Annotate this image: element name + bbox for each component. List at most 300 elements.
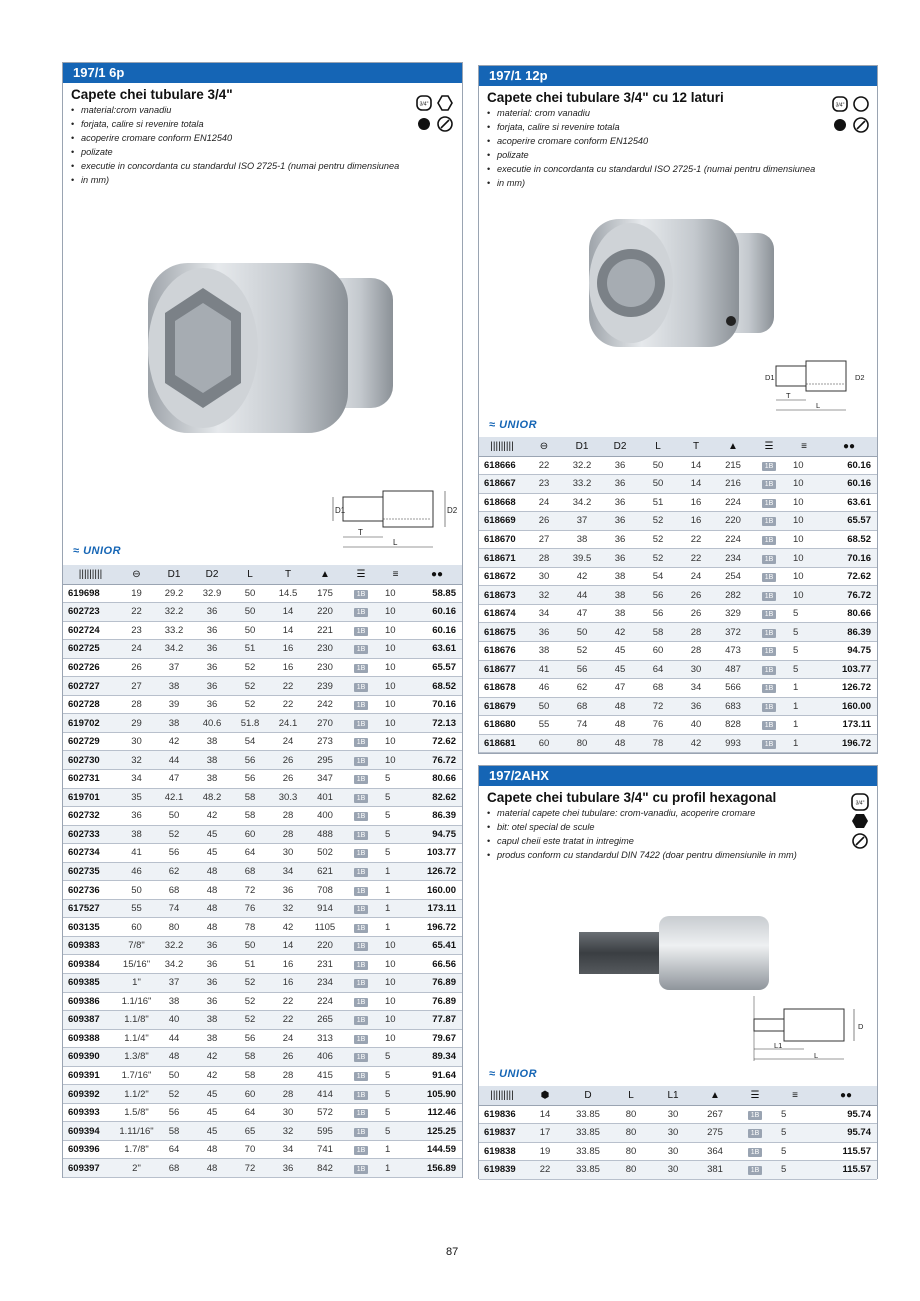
spec-cell: 48: [601, 716, 639, 735]
table-row: [479, 641, 877, 660]
spec-cell: 56: [563, 660, 601, 679]
left-panel-title: Capete chei tubulare 3/4": [71, 87, 233, 102]
package-badge: 1B: [354, 1053, 368, 1062]
spec-cell: 50: [155, 1066, 193, 1085]
spec-cell: 36: [193, 992, 231, 1011]
weight-icon: ▲: [715, 437, 751, 456]
dim-l-label: L: [816, 401, 821, 410]
price-cell: 196.72: [821, 734, 877, 753]
quantity-icon: ≡: [379, 565, 412, 584]
qty-cell: 10: [379, 973, 412, 992]
package-badge: 1B: [354, 1146, 368, 1155]
left-bullet: • acoperire cromare conform EN12540: [71, 131, 408, 145]
spec-cell: 313: [307, 1029, 343, 1048]
spec-cell: 30: [651, 1161, 695, 1180]
spec-cell: 400: [307, 807, 343, 826]
package-badge: 1B: [354, 1072, 368, 1081]
spec-cell: 64: [155, 1140, 193, 1159]
spec-cell: 215: [715, 456, 751, 475]
package-badge: 1B: [354, 1128, 368, 1137]
qty-cell: 10: [379, 1029, 412, 1048]
right-top-header: 197/1 12p: [479, 66, 877, 86]
hex-bit-icon: [852, 814, 868, 828]
qty-cell: 10: [787, 530, 821, 549]
spec-cell: 38: [193, 751, 231, 770]
spec-cell: 58: [231, 1048, 269, 1067]
spec-cell: 37: [155, 973, 193, 992]
spec-cell: 30: [651, 1124, 695, 1143]
spec-cell: 39.5: [563, 549, 601, 568]
table-row: [63, 899, 462, 918]
right-bottom-bullet: • bit: otel special de scule: [487, 820, 824, 834]
article-code: 619839: [479, 1161, 525, 1180]
qty-cell: 10: [379, 714, 412, 733]
spec-cell: 36: [601, 475, 639, 494]
table-row: [63, 992, 462, 1011]
spec-cell: 7/8": [118, 936, 155, 955]
spec-cell: 42: [677, 734, 715, 753]
price-cell: 160.00: [821, 697, 877, 716]
spec-cell: 15/16": [118, 955, 155, 974]
qty-cell: 10: [787, 475, 821, 494]
spec-cell: 44: [155, 1029, 193, 1048]
spec-cell: 52: [231, 695, 269, 714]
package-badge: 1B: [354, 1109, 368, 1118]
package-badge: 1B: [354, 683, 368, 692]
spec-cell: 16: [269, 640, 307, 659]
spec-cell: 42: [601, 623, 639, 642]
spec-cell: 14: [269, 621, 307, 640]
package-badge: 1B: [354, 664, 368, 673]
spec-cell: 224: [307, 992, 343, 1011]
article-code: 609385: [63, 973, 118, 992]
drive-icon-label: 3/4": [835, 102, 845, 109]
spec-cell: 54: [639, 567, 677, 586]
spec-cell: 47: [563, 604, 601, 623]
price-cell: 196.72: [412, 918, 462, 937]
price-icon: ●●: [412, 565, 462, 584]
spec-cell: 32.2: [563, 456, 601, 475]
article-code: 618674: [479, 604, 525, 623]
package-badge: 1B: [354, 942, 368, 951]
package-badge: 1B: [762, 555, 776, 564]
left-bullet: • polizate: [71, 145, 408, 159]
spec-cell: 26: [269, 751, 307, 770]
package-badge: 1B: [748, 1129, 762, 1138]
spec-cell: 45: [193, 844, 231, 863]
article-code: 609390: [63, 1048, 118, 1067]
spec-cell: 36: [193, 936, 231, 955]
qty-cell: 10: [379, 695, 412, 714]
socket-12p-photo: [579, 211, 779, 351]
spec-cell: 28: [677, 641, 715, 660]
spec-cell: 35: [118, 788, 155, 807]
qty-cell: 10: [787, 586, 821, 605]
spec-cell: 42: [193, 807, 231, 826]
package-badge: 1B: [762, 573, 776, 582]
table-row: [479, 1105, 877, 1124]
table-row: [479, 679, 877, 698]
spec-cell: 27: [118, 677, 155, 696]
right-bottom-title: Capete chei tubulare 3/4" cu profil hexagonal: [487, 790, 777, 805]
spec-cell: [751, 586, 787, 605]
spec-cell: 32.9: [193, 584, 231, 603]
spec-cell: 34: [677, 679, 715, 698]
price-cell: 144.59: [412, 1140, 462, 1159]
spec-cell: [751, 493, 787, 512]
table-row: [63, 844, 462, 863]
spec-cell: 26: [525, 512, 563, 531]
qty-cell: 5: [379, 1085, 412, 1104]
price-cell: 72.13: [412, 714, 462, 733]
spec-cell: [751, 567, 787, 586]
qty-cell: 5: [775, 1142, 815, 1161]
spec-cell: [343, 992, 379, 1011]
spec-cell: 828: [715, 716, 751, 735]
spec-icons-hex: [849, 792, 873, 852]
spec-cell: [343, 973, 379, 992]
spec-cell: [343, 621, 379, 640]
package-badge: 1B: [762, 684, 776, 693]
spec-cell: 52: [155, 1085, 193, 1104]
table-row: [63, 1048, 462, 1067]
spec-cell: 24: [269, 732, 307, 751]
spec-cell: 68: [155, 1159, 193, 1178]
package-badge: 1B: [762, 462, 776, 471]
qty-cell: 1: [379, 918, 412, 937]
article-code: 618670: [479, 530, 525, 549]
right-top-table-body: [479, 456, 877, 753]
barcode-icon: |||||||||: [479, 437, 525, 456]
spec-cell: [751, 512, 787, 531]
price-cell: 173.11: [412, 899, 462, 918]
hex-size-icon: ⬢: [525, 1086, 565, 1105]
article-code: 602732: [63, 807, 118, 826]
spec-cell: 14: [677, 456, 715, 475]
spec-cell: 52: [231, 973, 269, 992]
spec-cell: 33.2: [155, 621, 193, 640]
spec-cell: 54: [231, 732, 269, 751]
package-badge: 1B: [354, 961, 368, 970]
spec-cell: 38: [155, 992, 193, 1011]
qty-cell: 5: [379, 1048, 412, 1067]
table-row: [63, 658, 462, 677]
spec-cell: 50: [563, 623, 601, 642]
price-cell: 72.62: [412, 732, 462, 751]
package-badge: 1B: [354, 645, 368, 654]
spec-cell: 22: [269, 1011, 307, 1030]
spec-cell: 32: [525, 586, 563, 605]
qty-cell: 5: [379, 1122, 412, 1141]
spec-cell: [751, 697, 787, 716]
table-row: [63, 640, 462, 659]
table-row: [63, 881, 462, 900]
qty-cell: 5: [379, 788, 412, 807]
brand-text: UNIOR: [83, 545, 122, 557]
table-row: [479, 734, 877, 753]
weight-icon: ▲: [695, 1086, 735, 1105]
spec-cell: 267: [695, 1105, 735, 1124]
spec-cell: 265: [307, 1011, 343, 1030]
twelve-point-profile-icon: [854, 97, 868, 111]
article-code: 617527: [63, 899, 118, 918]
spec-cell: 14: [269, 603, 307, 622]
price-cell: 95.74: [815, 1124, 877, 1143]
spec-cell: 62: [155, 862, 193, 881]
spec-cell: 230: [307, 640, 343, 659]
spec-cell: 70: [231, 1140, 269, 1159]
spec-cell: 415: [307, 1066, 343, 1085]
spec-cell: 56: [639, 604, 677, 623]
spec-cell: 52: [639, 530, 677, 549]
price-cell: 76.89: [412, 973, 462, 992]
table-row: [63, 1011, 462, 1030]
spec-cell: 36: [193, 973, 231, 992]
qty-cell: 1: [787, 734, 821, 753]
price-cell: 115.57: [815, 1161, 877, 1180]
spec-cell: 42: [193, 1066, 231, 1085]
spec-cell: 52: [231, 658, 269, 677]
price-cell: 60.16: [412, 603, 462, 622]
price-cell: 126.72: [821, 679, 877, 698]
spec-cell: 224: [715, 493, 751, 512]
spec-cell: 48: [193, 862, 231, 881]
table-header-row: [63, 565, 462, 584]
spec-cell: 34: [269, 862, 307, 881]
spec-cell: 36: [193, 640, 231, 659]
spec-cell: 1.11/16": [118, 1122, 155, 1141]
spec-cell: 16: [269, 973, 307, 992]
table-row: [479, 567, 877, 586]
spec-icons-12p: [831, 94, 873, 136]
spec-cell: 221: [307, 621, 343, 640]
article-code: 603135: [63, 918, 118, 937]
spec-cell: 58: [231, 807, 269, 826]
spec-cell: 22: [118, 603, 155, 622]
right-top-title: Capete chei tubulare 3/4" cu 12 laturi: [487, 90, 724, 105]
spec-cell: 55: [525, 716, 563, 735]
article-code: 609391: [63, 1066, 118, 1085]
spec-cell: 33.85: [565, 1124, 611, 1143]
quantity-icon: ≡: [787, 437, 821, 456]
article-code: 609392: [63, 1085, 118, 1104]
spec-cell: 34.2: [155, 640, 193, 659]
spec-cell: 48: [601, 734, 639, 753]
spec-cell: 48.2: [193, 788, 231, 807]
spec-cell: 28: [269, 1066, 307, 1085]
spec-cell: 36: [269, 881, 307, 900]
article-code: 602730: [63, 751, 118, 770]
page-number: 87: [446, 1246, 459, 1258]
spec-cell: 52: [231, 1011, 269, 1030]
spec-cell: 275: [695, 1124, 735, 1143]
spec-cell: 1.1/16": [118, 992, 155, 1011]
price-cell: 112.46: [412, 1103, 462, 1122]
spec-cell: 33.85: [565, 1161, 611, 1180]
price-cell: 66.56: [412, 955, 462, 974]
spec-cell: 372: [715, 623, 751, 642]
spec-cell: [343, 677, 379, 696]
spec-cell: 16: [677, 512, 715, 531]
spec-cell: 683: [715, 697, 751, 716]
spec-cell: [343, 603, 379, 622]
price-cell: 65.41: [412, 936, 462, 955]
package-badge: 1B: [762, 610, 776, 619]
spec-cell: 26: [677, 604, 715, 623]
spec-cell: 36: [118, 807, 155, 826]
spec-cell: 80: [611, 1161, 651, 1180]
spec-cell: [343, 844, 379, 863]
dimension-drawing-6p: [323, 483, 463, 553]
spec-cell: 224: [715, 530, 751, 549]
spec-cell: 29.2: [155, 584, 193, 603]
package-badge: 1B: [762, 629, 776, 638]
spec-cell: 56: [231, 1029, 269, 1048]
package-icon: ☰: [735, 1086, 775, 1105]
spec-cell: 78: [639, 734, 677, 753]
qty-cell: 5: [379, 1103, 412, 1122]
qty-cell: 10: [379, 992, 412, 1011]
spec-cell: 47: [155, 769, 193, 788]
table-row: [63, 714, 462, 733]
right-bottom-table-body: [479, 1105, 877, 1179]
spec-cell: 234: [307, 973, 343, 992]
table-row: [63, 955, 462, 974]
article-code: 602733: [63, 825, 118, 844]
spec-cell: 56: [231, 751, 269, 770]
qty-cell: 10: [379, 677, 412, 696]
spec-cell: 48: [193, 918, 231, 937]
spec-cell: 33.85: [565, 1142, 611, 1161]
spec-cell: [343, 1085, 379, 1104]
spec-cell: 28: [269, 1085, 307, 1104]
spec-cell: 230: [307, 658, 343, 677]
qty-cell: 10: [379, 640, 412, 659]
hexagon-profile-icon: [438, 96, 452, 110]
price-cell: 60.16: [821, 456, 877, 475]
price-cell: 76.72: [821, 586, 877, 605]
price-cell: 60.16: [412, 621, 462, 640]
qty-cell: 5: [787, 623, 821, 642]
spec-cell: 50: [639, 475, 677, 494]
price-cell: 86.39: [821, 623, 877, 642]
spec-cell: 16: [269, 658, 307, 677]
package-badge: 1B: [762, 517, 776, 526]
table-row: [63, 973, 462, 992]
table-row: [63, 677, 462, 696]
spec-cell: 36: [601, 456, 639, 475]
left-panel: [62, 62, 463, 1178]
spec-cell: 47: [601, 679, 639, 698]
qty-cell: 10: [379, 751, 412, 770]
table-row: [479, 1142, 877, 1161]
price-cell: 173.11: [821, 716, 877, 735]
spec-cell: [343, 936, 379, 955]
price-cell: 68.52: [821, 530, 877, 549]
spec-cell: 72: [639, 697, 677, 716]
spec-cell: [343, 825, 379, 844]
package-badge: 1B: [354, 905, 368, 914]
right-top-bullet-cont: • in mm): [487, 176, 824, 190]
spec-cell: 19: [525, 1142, 565, 1161]
spec-cell: 14: [677, 475, 715, 494]
spec-cell: [751, 623, 787, 642]
price-cell: 94.75: [412, 825, 462, 844]
spec-cell: [751, 660, 787, 679]
spec-cell: [343, 862, 379, 881]
brand-text: UNIOR: [499, 1068, 538, 1080]
spec-cell: 19: [118, 584, 155, 603]
spec-cell: 38: [155, 714, 193, 733]
article-code: 602731: [63, 769, 118, 788]
spec-cell: 34.2: [155, 955, 193, 974]
spec-cell: 72: [231, 881, 269, 900]
table-row: [63, 1085, 462, 1104]
spec-cell: 80: [155, 918, 193, 937]
drive-icon-label: 3/4": [855, 800, 865, 807]
spec-cell: 22: [677, 530, 715, 549]
quantity-icon: ≡: [775, 1086, 815, 1105]
spec-cell: 36: [601, 549, 639, 568]
price-icon: ●●: [821, 437, 877, 456]
price-cell: 70.16: [412, 695, 462, 714]
spec-cell: 16: [269, 955, 307, 974]
spec-cell: [751, 549, 787, 568]
col-l: L: [639, 437, 677, 456]
spec-cell: 56: [155, 844, 193, 863]
spec-cell: 32: [269, 899, 307, 918]
article-code: 609383: [63, 936, 118, 955]
spec-cell: 65: [231, 1122, 269, 1141]
spec-cell: 56: [231, 769, 269, 788]
table-row: [63, 1066, 462, 1085]
spec-cell: 27: [525, 530, 563, 549]
article-code: 619836: [479, 1105, 525, 1124]
package-badge: 1B: [354, 998, 368, 1007]
spec-cell: 48: [601, 697, 639, 716]
spec-cell: 270: [307, 714, 343, 733]
price-cell: 72.62: [821, 567, 877, 586]
spec-cell: 80: [611, 1105, 651, 1124]
qty-cell: 10: [787, 567, 821, 586]
article-code: 609384: [63, 955, 118, 974]
unior-logo: ≈ UNIOR: [489, 1068, 538, 1080]
article-code: 602723: [63, 603, 118, 622]
table-row: [63, 788, 462, 807]
dim-d1-label: D1: [335, 506, 346, 515]
spec-cell: 52: [639, 512, 677, 531]
col-l: L: [611, 1086, 651, 1105]
spec-cell: 22: [525, 1161, 565, 1180]
forged-icon: [834, 119, 846, 131]
table-row: [63, 825, 462, 844]
table-row: [479, 623, 877, 642]
spec-cell: 29: [118, 714, 155, 733]
spec-cell: [343, 640, 379, 659]
package-badge: 1B: [748, 1111, 762, 1120]
package-badge: 1B: [354, 720, 368, 729]
price-cell: 125.25: [412, 1122, 462, 1141]
spec-cell: 76: [231, 899, 269, 918]
spec-cell: [343, 788, 379, 807]
spec-cell: [343, 918, 379, 937]
size-icon: ⊖: [118, 565, 155, 584]
spec-cell: 80: [611, 1124, 651, 1143]
spec-cell: 216: [715, 475, 751, 494]
package-badge: 1B: [354, 1035, 368, 1044]
spec-cell: 295: [307, 751, 343, 770]
spec-cell: 40: [677, 716, 715, 735]
